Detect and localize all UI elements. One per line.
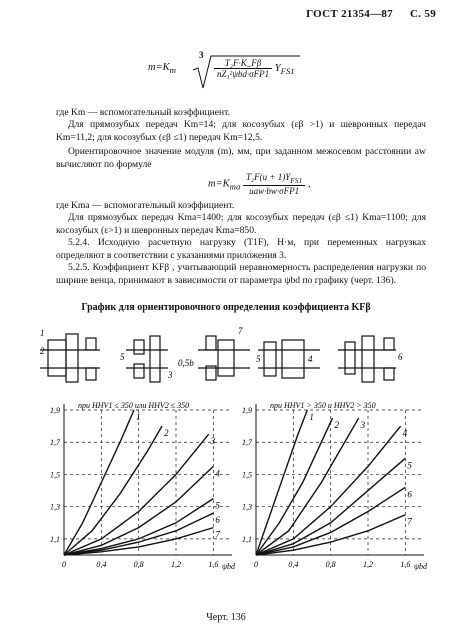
- chart-1-curve-2: [256, 418, 333, 555]
- scheme-label-4: 4: [308, 354, 313, 364]
- formula-1-tail-sub: FS1: [280, 66, 295, 76]
- paragraph-5: Для прямозубых передач Kma=1400; для косозубых передач (εβ ≤1) Kma=1100; для косозубых (ε>1) и шевронных передач Kma=850.: [56, 212, 426, 236]
- chart-0-xtick-3: 1,2: [171, 560, 181, 569]
- paragraph-7: 5.2.5. Коэффициент KFβ , учитывающий неравномерность распределения нагрузки по ширине венца, принимают в зависимости от параметра ψbd по графику (черт. 136).: [56, 262, 426, 286]
- chart-0-xtick-1: 0,4: [96, 560, 107, 569]
- chart-0-xtick-0: 0: [62, 560, 66, 569]
- chart-0-curve-label-2: 2: [164, 428, 169, 439]
- formula-2-numerator-sub: FS1: [290, 175, 303, 185]
- chart-0-ytick-2: 1,5: [50, 470, 60, 480]
- chart-0-ytick-3: 1,3: [50, 502, 60, 512]
- scheme-label-3: 3: [168, 370, 173, 380]
- paragraph-2: Для прямозубых передач Km=14; для косозубых (εβ >1) и шевронных передач Km=11,2; для косозубых (εβ ≤1) передач Km=12,5.: [56, 119, 426, 143]
- chart-0-ytick-0: 1,9: [50, 406, 60, 415]
- chart-1-xtick-3: 1,2: [363, 560, 373, 569]
- formula-1-root-index: 3: [199, 50, 204, 60]
- formula-2-lhs: m=K: [208, 178, 230, 190]
- scheme-label-5b: 5: [256, 354, 261, 364]
- chart-0-ytick-4: 1,1: [50, 534, 60, 544]
- paragraph-6: 5.2.4. Исходную расчетную нагрузку (T1F), Н·м, при переменных нагрузках определяют в соответствии с указаниями приложения 3.: [56, 237, 426, 261]
- page-number: С. 59: [410, 8, 436, 20]
- chart-0-xtick-4: 1,6: [208, 560, 219, 569]
- chart-1-xlabel: ψbd: [414, 562, 427, 571]
- chart-1-ytick-0: 1,9: [242, 406, 252, 415]
- paragraph-4: где Kma — вспомогательный коэффициент.: [56, 200, 235, 211]
- paragraph-3: Ориентировочное значение модуля (m), мм, при заданном межосевом расстоянии aw вычисляют по формуле: [56, 146, 426, 170]
- chart-0-curve-label-5: 5: [215, 500, 220, 511]
- scheme-label-6: 6: [398, 352, 403, 362]
- formula-1-tail: Y: [274, 62, 281, 74]
- chart-1-ytick-4: 1,1: [242, 534, 252, 544]
- chart-0-xlabel: ψbd: [222, 562, 235, 571]
- scheme-label-5a: 5: [120, 352, 125, 362]
- chart-1-curve-label-7: 7: [407, 516, 412, 527]
- formula-2-lhs-sub: ma: [229, 181, 241, 192]
- scheme-label-7: 7: [238, 326, 243, 336]
- chart-0-curve-label-4: 4: [215, 468, 220, 479]
- chart-1-curve-label-1: 1: [309, 412, 314, 422]
- chart-1-xtick-2: 0,8: [325, 560, 336, 569]
- chart-0-xtick-2: 0,8: [133, 560, 144, 569]
- chart-0-curve-label-1: 1: [136, 412, 141, 422]
- standard-code: ГОСТ 21354—87: [306, 8, 393, 20]
- chart-1-curve-label-6: 6: [407, 489, 412, 500]
- scheme-label-05b: 0,5b: [178, 358, 194, 368]
- chart-1-ytick-2: 1,5: [242, 470, 252, 480]
- chart-1-ytick-1: 1,7: [242, 438, 252, 448]
- chart-0-curve-label-6: 6: [215, 515, 220, 526]
- formula-1-lhs-sub: m: [169, 65, 176, 76]
- chart-0-ytick-1: 1,7: [50, 438, 60, 448]
- formula-1-denominator: nZ₁²ψbd·σFP1: [217, 69, 270, 79]
- chart-0-curve-label-3: 3: [210, 436, 216, 447]
- formula-1-numerator: T₂F·K_Fβ: [214, 58, 272, 69]
- chart-1-xtick-1: 0,4: [288, 560, 299, 569]
- paragraph-1: где Km — вспомогательный коэффициент.: [56, 107, 230, 118]
- formula-2-numerator: T₂F(u + 1)Y: [246, 172, 291, 182]
- formula-2-denominator: uaw·bw·σFP1: [249, 185, 300, 196]
- chart-0-curve-label-7: 7: [215, 529, 220, 540]
- formula-1-lhs: m=K: [148, 62, 170, 73]
- chart-1-xtick-0: 0: [254, 560, 258, 569]
- chart-1-ytick-3: 1,3: [242, 502, 252, 512]
- chart-1-curve-label-4: 4: [402, 428, 408, 439]
- chart-0-curve-1: [64, 410, 134, 555]
- chart-1-curve-label-2: 2: [334, 420, 340, 431]
- chart-0-title: при HHV1 ≤ 350 или HHV2 ≤ 350: [78, 401, 190, 410]
- chart-1-curve-label-3: 3: [360, 420, 366, 431]
- formula-2-comma: ,: [307, 178, 311, 190]
- chart-1-xtick-4: 1,6: [400, 560, 411, 569]
- chart-title: График для ориентировочного определения коэффициента KFβ: [81, 302, 371, 313]
- figure-caption: Черт. 136: [206, 612, 246, 623]
- scheme-label-1: 1: [40, 328, 45, 338]
- scheme-label-2: 2: [40, 346, 45, 356]
- chart-1-curve-label-5: 5: [407, 460, 412, 471]
- chart-1-title: при HHV1 > 350 и HHV2 > 350: [270, 401, 376, 410]
